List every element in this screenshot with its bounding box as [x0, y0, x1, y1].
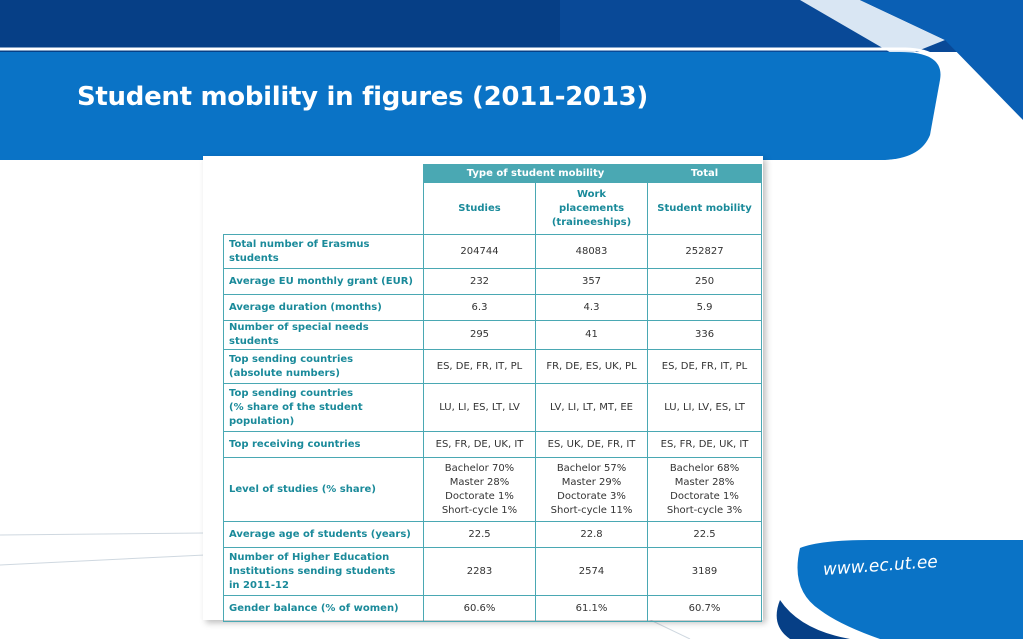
- slide-title: Student mobility in figures (2011-2013): [77, 82, 649, 112]
- value-cell: [536, 548, 648, 596]
- table-row: [224, 295, 762, 321]
- value-cell: [424, 522, 536, 548]
- empty-corner-cell: [224, 165, 424, 235]
- value-line: FR, DE, ES, UK, PL: [546, 360, 637, 372]
- table-row: [224, 432, 762, 458]
- value-cell: [648, 522, 762, 548]
- row-label: [224, 350, 424, 384]
- value-cell: [424, 321, 536, 350]
- value-cell: [424, 384, 536, 432]
- table-row: [224, 548, 762, 596]
- row-label: [224, 235, 424, 269]
- value-cell: [648, 458, 762, 522]
- row-label: [224, 548, 424, 596]
- row-label-line: Gender balance (% of women): [229, 602, 399, 614]
- row-label-line: population): [229, 415, 295, 427]
- row-label-line: Total number of Erasmus: [229, 238, 370, 250]
- column-header-line: (traineeships): [551, 216, 632, 228]
- value-cell: [536, 235, 648, 269]
- value-cell: [424, 596, 536, 622]
- value-cell: [424, 350, 536, 384]
- value-line: 61.1%: [575, 602, 608, 614]
- value-line: Master 28%: [674, 476, 735, 488]
- left-faint-line-2: [0, 555, 205, 565]
- row-label-line: students: [229, 252, 279, 264]
- column-header-line: Work: [576, 188, 607, 200]
- value-line: 5.9: [696, 301, 713, 313]
- value-line: Doctorate 3%: [557, 490, 626, 502]
- table-row: [224, 321, 762, 350]
- header-total: Total: [648, 165, 762, 183]
- value-cell: [536, 269, 648, 295]
- left-faint-line: [0, 533, 205, 535]
- table-row: [224, 350, 762, 384]
- value-cell: [424, 432, 536, 458]
- row-label-line: Institutions sending students: [229, 565, 396, 577]
- value-line: ES, FR, DE, UK, IT: [660, 438, 749, 450]
- value-line: 41: [585, 329, 598, 340]
- value-line: 22.5: [693, 528, 716, 540]
- website-url: www.ec.ut.ee: [822, 552, 939, 580]
- value-cell: [648, 432, 762, 458]
- value-line: 22.8: [580, 528, 603, 540]
- value-line: 60.7%: [688, 602, 721, 614]
- value-cell: [424, 548, 536, 596]
- column-header-line: placements: [558, 202, 625, 214]
- value-line: 4.3: [583, 301, 600, 313]
- column-header-2: [648, 183, 762, 235]
- row-label-line: in 2011-12: [229, 579, 289, 591]
- value-line: 6.3: [471, 301, 488, 313]
- value-line: Short-cycle 3%: [666, 504, 743, 516]
- row-label: [224, 432, 424, 458]
- value-line: LV, LI, LT, MT, EE: [550, 401, 633, 413]
- value-line: 336: [694, 329, 715, 340]
- column-header-line: Student mobility: [657, 202, 752, 214]
- value-cell: [648, 321, 762, 350]
- row-label-line: Average age of students (years): [229, 528, 411, 540]
- value-cell: [648, 295, 762, 321]
- value-cell: [424, 235, 536, 269]
- value-line: Master 28%: [449, 476, 510, 488]
- value-cell: [536, 432, 648, 458]
- value-line: Short-cycle 1%: [441, 504, 518, 516]
- value-line: 2283: [466, 565, 493, 577]
- value-line: 2574: [578, 565, 605, 577]
- value-cell: [648, 350, 762, 384]
- value-line: 204744: [460, 245, 499, 257]
- row-label: [224, 384, 424, 432]
- value-cell: [424, 458, 536, 522]
- value-cell: [536, 596, 648, 622]
- value-cell: [536, 458, 648, 522]
- value-line: Doctorate 1%: [670, 490, 739, 502]
- value-line: 3189: [691, 565, 718, 577]
- value-cell: [648, 548, 762, 596]
- value-cell: [536, 295, 648, 321]
- table-row: [224, 269, 762, 295]
- mobility-table: [223, 164, 762, 622]
- row-label: [224, 458, 424, 522]
- value-cell: [536, 321, 648, 350]
- value-line: Bachelor 68%: [669, 462, 740, 474]
- table-row: [224, 235, 762, 269]
- value-line: Short-cycle 11%: [550, 504, 633, 516]
- value-cell: [648, 269, 762, 295]
- row-label-line: Average duration (months): [229, 301, 382, 313]
- row-label-line: Top sending countries: [229, 387, 354, 399]
- value-line: LU, LI, ES, LT, LV: [439, 401, 520, 413]
- table-row: [224, 596, 762, 622]
- value-line: LU, LI, LV, ES, LT: [664, 401, 745, 413]
- value-line: 60.6%: [463, 602, 496, 614]
- row-label-line: Number of special needs students: [229, 322, 369, 347]
- value-line: Doctorate 1%: [445, 490, 514, 502]
- row-label: [224, 596, 424, 622]
- row-label-line: Level of studies (% share): [229, 483, 376, 495]
- value-line: Bachelor 57%: [556, 462, 627, 474]
- value-line: ES, DE, FR, IT, PL: [661, 360, 748, 372]
- value-line: 22.5: [468, 528, 491, 540]
- value-line: Bachelor 70%: [444, 462, 515, 474]
- value-line: ES, FR, DE, UK, IT: [435, 438, 524, 450]
- value-cell: [648, 596, 762, 622]
- value-line: 250: [694, 275, 715, 287]
- value-line: 295: [469, 329, 490, 340]
- mobility-table-panel: [203, 156, 763, 620]
- value-line: Master 29%: [561, 476, 622, 488]
- value-line: 357: [581, 275, 602, 287]
- value-cell: [424, 295, 536, 321]
- value-cell: [648, 235, 762, 269]
- row-label: [224, 269, 424, 295]
- row-label-line: Top receiving countries: [229, 438, 361, 450]
- value-line: 252827: [685, 245, 724, 257]
- header-type-of-mobility: Type of student mobility: [424, 165, 648, 183]
- column-header-line: Studies: [458, 202, 501, 214]
- value-line: ES, UK, DE, FR, IT: [547, 438, 636, 450]
- row-label: [224, 321, 424, 350]
- table-row: [224, 458, 762, 522]
- row-label-line: (% share of the student: [229, 401, 363, 413]
- value-cell: [536, 350, 648, 384]
- column-header-1: [536, 183, 648, 235]
- value-cell: [536, 522, 648, 548]
- value-line: ES, DE, FR, IT, PL: [436, 360, 523, 372]
- row-label-line: Number of Higher Education: [229, 551, 390, 563]
- row-label-line: Average EU monthly grant (EUR): [229, 275, 413, 287]
- value-line: 48083: [575, 245, 608, 257]
- value-cell: [536, 384, 648, 432]
- row-label-line: (absolute numbers): [229, 367, 340, 379]
- table-row: [224, 384, 762, 432]
- value-cell: [648, 384, 762, 432]
- row-label: [224, 522, 424, 548]
- row-label: [224, 295, 424, 321]
- column-header-0: [424, 183, 536, 235]
- value-cell: [424, 269, 536, 295]
- table-row: [224, 522, 762, 548]
- row-label-line: Top sending countries: [229, 353, 354, 365]
- value-line: 232: [469, 275, 490, 287]
